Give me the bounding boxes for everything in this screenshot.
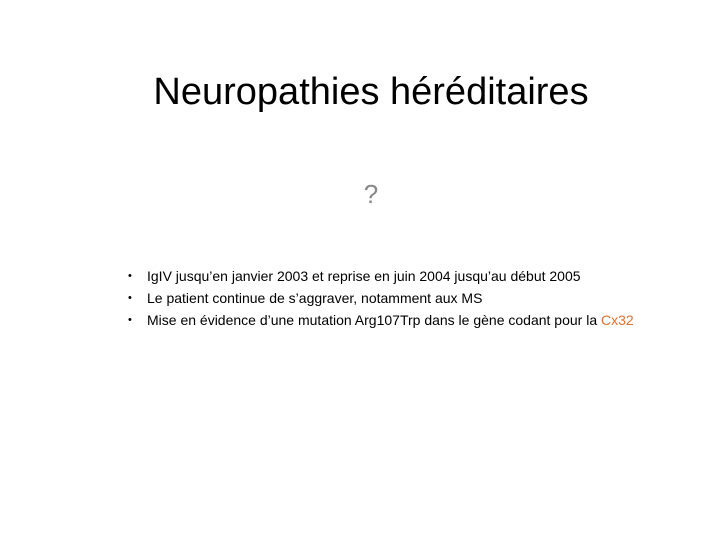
bullet-list: [128, 265, 688, 331]
bullet-icon: •: [128, 270, 132, 282]
gene-highlight: Cx32: [601, 312, 634, 328]
slide-title: Neuropathies héréditaires: [153, 71, 589, 113]
bullet-text: Le patient continue de s’aggraver, notamment aux MS: [147, 290, 483, 306]
bullet-item: [128, 309, 688, 331]
bullet-text: IgIV jusqu’en janvier 2003 et reprise en juin 2004 jusqu’au début 2005: [147, 268, 581, 284]
bullet-item: [128, 265, 688, 287]
bullet-item: [128, 287, 688, 309]
bullet-icon: •: [128, 292, 132, 304]
slide-subtitle: ?: [363, 179, 379, 209]
bullet-text: Mise en évidence d’une mutation Arg107Trp dans le gène codant pour la: [147, 312, 602, 328]
bullet-icon: •: [128, 314, 132, 326]
